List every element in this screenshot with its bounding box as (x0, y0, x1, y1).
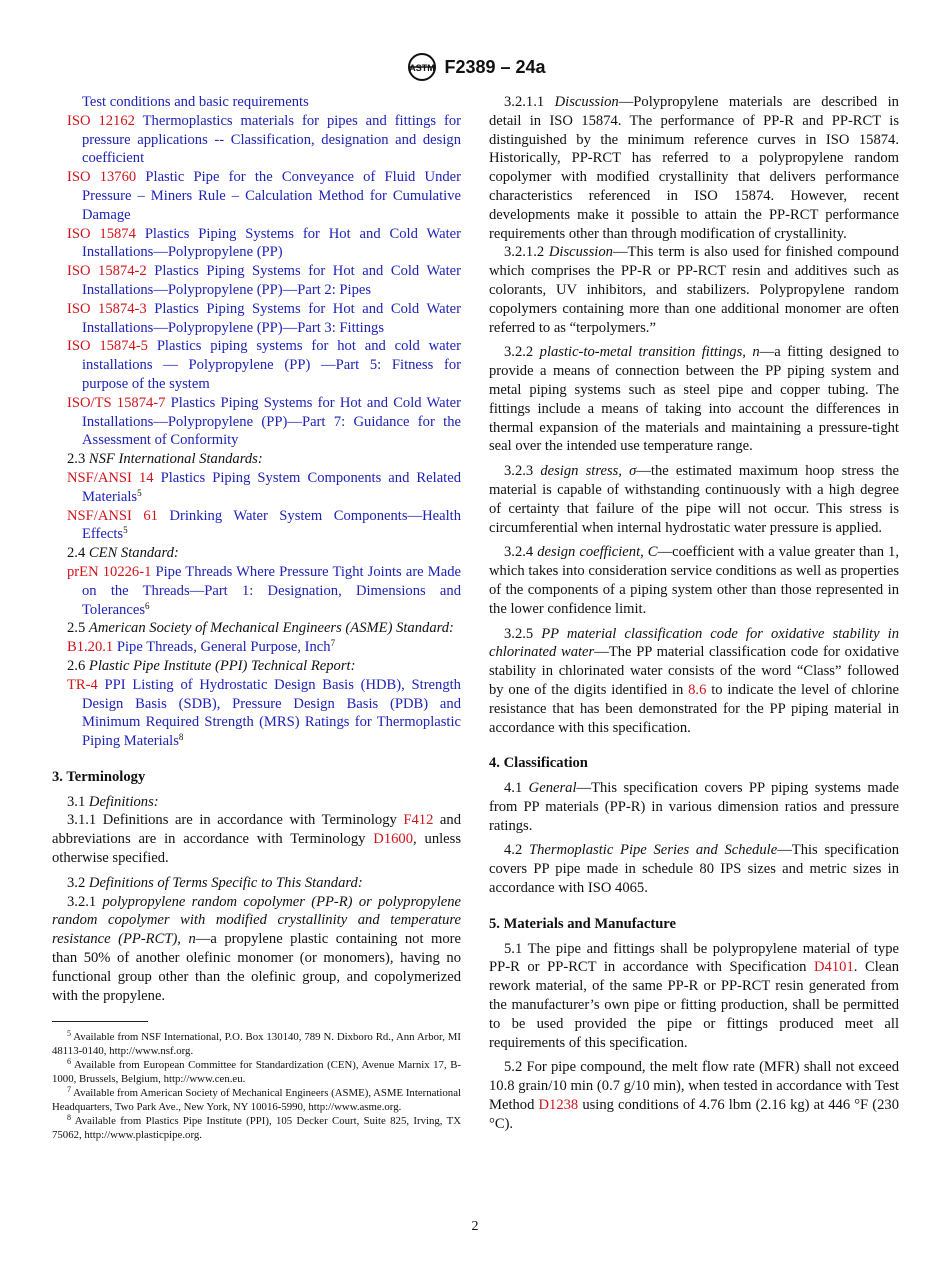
astm-logo-icon (404, 52, 440, 82)
link-f412[interactable]: F412 (403, 812, 434, 829)
para-3-2-1-2: 3.2.1.2 Discussion—This term is also used for finished compound which comprises the PP-R or PP-RCT resin and additives such as colorants, UV inhibitors, and stabilizers. Polypropylene random copolymers containing more than one additional monomer are often referred to as “terpolymers.” (489, 244, 899, 336)
reference-entry (52, 638, 461, 657)
page-header (0, 52, 950, 82)
footnote-marker: 5 (137, 487, 142, 498)
para-3-2: 3.2 Definitions of Terms Specific to This Standard: (67, 874, 363, 891)
reference-entry (52, 112, 461, 168)
reference-title-link[interactable]: Plastics Piping System Components and Related Materials (82, 469, 462, 505)
para-3-2-1: 3.2.1 polypropylene random copolymer (PP-R) or polypropylene random copolymer with modified crystallinity and temperature resistance (PP-RCT), n—a propylene plastic containing not more than 50% of another olefinic monomer (or monomers), having no functional group other than the olefinic group, and copolymerized with the propylene. (52, 893, 462, 1004)
reference-entry (52, 563, 461, 619)
para-5-2: 5.2 For pipe compound, the melt flow rate (MFR) shall not exceed 10.8 grain/10 min (0.7 g/10 min), when tested in accordance with Test Method D1238 using conditions of 4.76 lbm (2.16 kg) at 446 °F (230 °C). (489, 1059, 899, 1132)
para-4-2: 4.2 Thermoplastic Pipe Series and Schedule—This specification covers PP pipe made in schedule 80 IPS sizes and metric sizes in accordance with ISO 4065. (489, 842, 900, 897)
reference-code-link[interactable]: NSF/ANSI 14 (67, 469, 154, 486)
reference-title-link[interactable]: Plastic Pipe for the Conveyance of Fluid Under Pressure – Miners Rule – Calculation Method for Cumulative Damage (82, 169, 462, 223)
ppi-references (52, 676, 461, 751)
reference-entry (52, 225, 461, 263)
iso-references (52, 93, 461, 450)
reference-entry (52, 262, 461, 300)
footnote (52, 1030, 461, 1058)
reference-entry (52, 168, 461, 224)
reference-entry (52, 394, 461, 450)
footnote-text: Available from NSF International, P.O. Box 130140, 789 N. Dixboro Rd., Ann Arbor, MI 48113-0140, http://www.nsf.org. (52, 1031, 461, 1058)
para-3-1: 3.1 Definitions: (67, 793, 159, 810)
footnote-number: 8 (67, 1113, 71, 1123)
para-4-1: 4.1 General—This specification covers PP piping systems made from PP materials (PP-R) in various dimension ratios and pressure ratings. (489, 780, 899, 834)
footnote-marker: 5 (123, 525, 128, 536)
section-5-heading: 5. Materials and Manufacture (489, 915, 676, 932)
reference-code-link[interactable]: ISO 12162 (67, 112, 135, 129)
page-number: 2 (471, 1219, 479, 1234)
reference-code-link[interactable]: ISO 15874-3 (67, 300, 147, 317)
reference-title-link[interactable]: Thermoplastics materials for pipes and fittings for pressure applications -- Classification, designation and design coefficient (82, 112, 462, 167)
reference-code-link[interactable]: ISO 15874-5 (67, 338, 148, 355)
footnote (52, 1114, 461, 1142)
link-d1238[interactable]: D1238 (538, 1097, 579, 1114)
section-4-heading: 4. Classification (489, 755, 588, 772)
footnote-text: Available from Plastics Pipe Institute (PPI), 105 Decker Court, Suite 825, Irving, TX 75062, http://www.plasticpipe.org. (52, 1115, 462, 1142)
reference-code-link[interactable]: ISO 15874-2 (67, 263, 147, 280)
reference-title-link[interactable]: Plastics Piping Systems for Hot and Cold Water Installations—Polypropylene (PP)—Part 7: Guidance for the Assessment of Conformity (82, 394, 461, 449)
reference-entry (52, 337, 461, 393)
footnote-marker: 7 (330, 638, 336, 649)
reference-code-link[interactable]: ISO 13760 (67, 169, 137, 186)
reference-title-link[interactable]: Pipe Threads, General Purpose, Inch (116, 639, 331, 656)
footnote-rule (52, 1021, 148, 1022)
reference-title-link[interactable]: Pipe Threads Where Pressure Tight Joints are Made on the Threads—Part 1: Designation, Dimensions and Tolerances (82, 563, 461, 618)
left-column (52, 93, 461, 1142)
reference-code-link[interactable]: prEN 10226-1 (67, 563, 152, 580)
footnote-number: 6 (67, 1057, 71, 1067)
link-d4101[interactable]: D4101 (814, 959, 854, 976)
cen-references (52, 563, 461, 619)
reference-title-link[interactable]: Plastics Piping Systems for Hot and Cold Water Installations—Polypropylene (PP)—Part 2: Pipes (82, 263, 461, 298)
asme-references (52, 638, 461, 657)
reference-entry (52, 93, 461, 112)
para-3-1-1: 3.1.1 Definitions are in accordance with Terminology F412 and abbreviations are in accordance with Terminology D1600, unless otherwise specified. (52, 812, 462, 867)
reference-code-link[interactable]: ISO 15874 (67, 225, 136, 242)
section-2-6: 2.6 Plastic Pipe Institute (PPI) Technical Report: (67, 657, 356, 674)
reference-code-link[interactable]: TR-4 (67, 676, 98, 693)
section-2-5: 2.5 American Society of Mechanical Engineers (ASME) Standard: (67, 620, 454, 637)
footnotes (52, 1030, 461, 1142)
reference-entry (52, 300, 461, 338)
reference-entry (52, 469, 461, 507)
footnote (52, 1086, 461, 1114)
svg-text:ASTM: ASTM (409, 63, 436, 73)
reference-entry (52, 676, 461, 751)
section-2-3: 2.3 NSF International Standards: (67, 451, 263, 468)
footnote-marker: 6 (145, 600, 150, 611)
nsf-references (52, 469, 461, 544)
reference-title-link[interactable]: Plastics Piping Systems for Hot and Cold Water Installations—Polypropylene (PP) (82, 225, 462, 261)
reference-entry (52, 507, 461, 545)
footnote-number: 7 (67, 1085, 71, 1095)
reference-code-link[interactable]: ISO/TS 15874-7 (67, 394, 166, 411)
reference-title-link[interactable]: PPI Listing of Hydrostatic Design Basis (HDB), Strength Design Basis (SDB), Pressure Design Basis (PDB) and Minimum Required Strength (MRS) Ratings for Thermoplastic Piping Materials (82, 676, 461, 750)
section-2-4: 2.4 CEN Standard: (67, 545, 179, 562)
right-column (489, 93, 899, 1134)
para-3-2-1-1: 3.2.1.1 Discussion—Polypropylene materials are described in detail in ISO 15874. The performance of PP-R and PP-RCT is distinguished by the minimum reference curves in ISO 15874. Historically, PP-RCT has referred to a polypropylene random copolymer with modified crystallinity that delivers performance characteristics referenced in ISO 15874. However, recent developments make it possible to attain the PP-RCT performance requirements other than through modification of crystallinity. (489, 94, 899, 242)
reference-title-link[interactable]: Plastics Piping Systems for Hot and Cold Water Installations—Polypropylene (PP)—Part 3: Fittings (82, 300, 461, 336)
link-d1600[interactable]: D1600 (373, 831, 414, 848)
para-3-2-2: 3.2.2 plastic-to-metal transition fittings, n—a fitting designed to provide a means of connection between the PP piping system and metal piping systems such as steel pipe and copper tubing. The fittings include a means of taking into account the differences in thermal expansion of the materials and maintaining a pressure-tight seal over the intended use temperature range. (489, 344, 899, 455)
reference-code-link[interactable]: NSF/ANSI 61 (67, 507, 158, 524)
footnote-text: Available from European Committee for Standardization (CEN), Avenue Marnix 17, B-1000, Brussels, Belgium, http://www.cen.eu. (52, 1059, 461, 1086)
para-3-2-4: 3.2.4 design coefficient, C—coefficient with a value greater than 1, which takes into consideration service conditions as well as properties of the components of a piping system other than those represented in the lower confidence limit. (489, 544, 899, 617)
reference-title-link[interactable]: Drinking Water System Components—Health Effects (82, 507, 462, 543)
footnote-text: Available from American Society of Mechanical Engineers (ASME), ASME International Headquarters, Two Park Ave., New York, NY 10016-5990, http://www.asme.org. (52, 1087, 461, 1114)
footnote (52, 1058, 461, 1086)
reference-title-link[interactable]: Plastics piping systems for hot and cold water installations — Polypropylene (PP) —Part 5: Fitness for purpose of the system (82, 338, 461, 392)
para-3-2-5: 3.2.5 PP material classification code for oxidative stability in chlorinated water—The PP material classification code for oxidative stability in chlorinated water consists of the word “Class” followed by one of the digits identified in 8.6 to indicate the level of chlorine resistance that has been demonstrated for the PP piping material in accordance with this specification. (489, 625, 900, 736)
reference-code-link[interactable]: B1.20.1 (67, 639, 114, 656)
footnote-number: 5 (67, 1029, 71, 1039)
para-5-1: 5.1 The pipe and fittings shall be polypropylene material of type PP-R or PP-RCT in accordance with Specification D4101. Clean rework material, of the same PP-R or PP-RCT resin generated from the manufacturer’s own pipe or fitting production, shall be permitted to be used provided the pipe or fittings produced meet all requirements of this specification. (489, 940, 899, 1051)
standard-designation: F2389 – 24a (444, 56, 546, 77)
reference-title-link[interactable]: Test conditions and basic requirements (82, 94, 309, 110)
section-3-heading: 3. Terminology (52, 768, 146, 785)
footnote-marker: 8 (178, 732, 184, 743)
para-3-2-3: 3.2.3 design stress, σ—the estimated maximum hoop stress the material is capable of withstanding continuously with a high degree of certainty that failure of the pipe will not occur. This stress is circumferential when internal hydrostatic water pressure is applied. (489, 463, 900, 536)
link-8-6[interactable]: 8.6 (688, 681, 707, 698)
